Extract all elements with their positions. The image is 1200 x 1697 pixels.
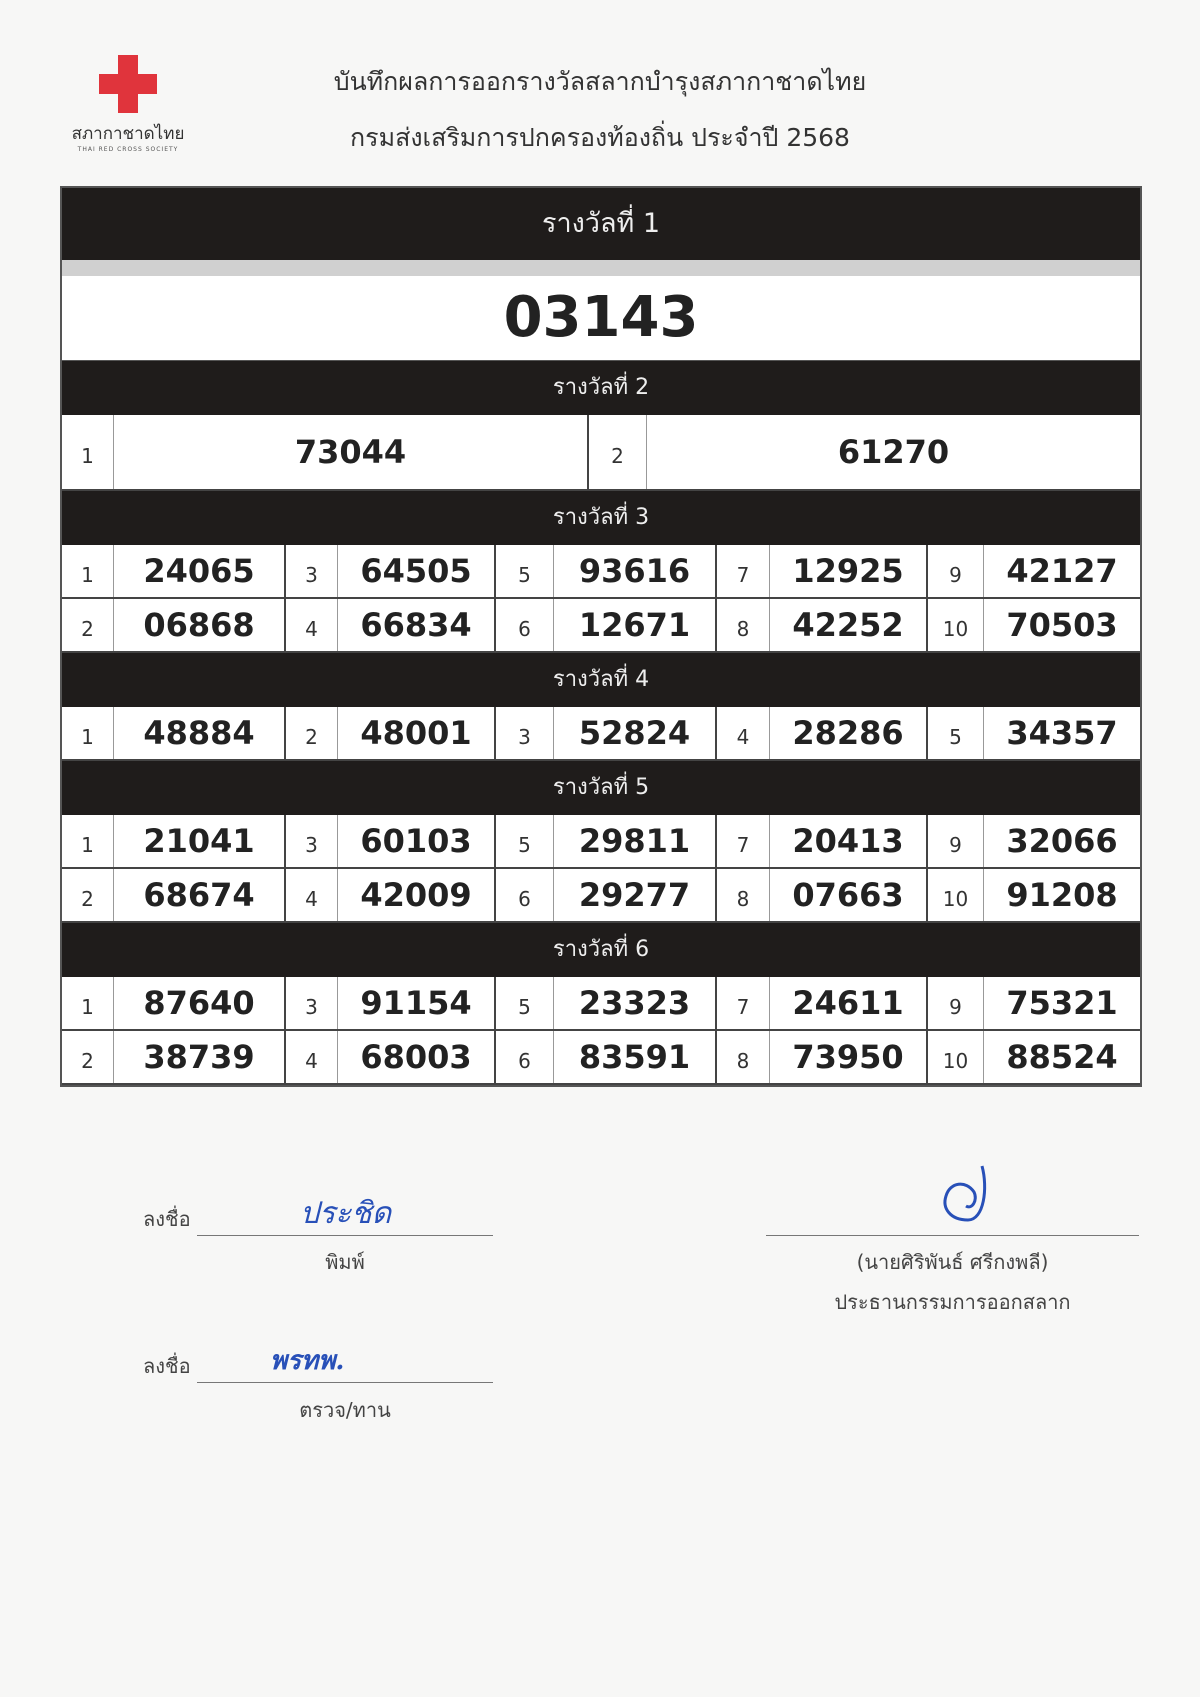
prize5-header: รางวัลที่ 5 [62, 761, 1140, 815]
prize-number: 75321 [1006, 984, 1118, 1022]
prize-index: 7 [717, 545, 770, 597]
prize-index: 9 [928, 545, 984, 597]
prize-index: 10 [928, 1031, 984, 1083]
prize-index: 5 [928, 707, 984, 759]
prize-index: 5 [496, 977, 554, 1029]
prize-number: 23323 [554, 977, 717, 1029]
prize-index: 6 [496, 869, 554, 921]
prize-number: 73950 [770, 1031, 928, 1083]
prize-number: 93616 [554, 545, 717, 597]
prize-index: 5 [496, 545, 554, 597]
prize-number: 83591 [554, 1031, 717, 1083]
prize-index: 2 [62, 599, 114, 651]
sign-label: ลงชื่อ [143, 1207, 191, 1231]
prize-number: 20413 [770, 815, 928, 867]
prize-index: 6 [496, 599, 554, 651]
results-table [60, 186, 1142, 1087]
prize-index: 9 [928, 815, 984, 867]
prize-index: 10 [928, 869, 984, 921]
logo-name-en: THAI RED CROSS SOCIETY [77, 146, 179, 153]
prize-index: 4 [286, 599, 338, 651]
checker-role: ตรวจ/ทาน [299, 1398, 391, 1422]
prize-number: 68674 [114, 869, 286, 921]
prize-number: 38739 [114, 1031, 286, 1083]
prize-number: 91208 [1006, 876, 1118, 914]
prize-index: 3 [286, 977, 338, 1029]
prize-number: 24611 [770, 977, 928, 1029]
prize-number: 87640 [114, 977, 286, 1029]
chair-name: (นายศิริพันธ์ ศรีกงพลี) [856, 1250, 1049, 1274]
prize-number: 61270 [837, 433, 950, 471]
prize-index: 9 [928, 977, 984, 1029]
prize-index: 2 [62, 869, 114, 921]
prize-number: 07663 [770, 869, 928, 921]
prize-index: 1 [62, 707, 114, 759]
prize-number: 24065 [114, 545, 286, 597]
prize-index: 2 [62, 1031, 114, 1083]
prize2-row [62, 415, 1140, 491]
prize-index: 8 [717, 1031, 770, 1083]
document-title: บันทึกผลการออกรางวัลสลากบำรุงสภากาชาดไทย [333, 67, 867, 96]
prize-number: 28286 [770, 707, 928, 759]
typist-signature: ประชิด [300, 1196, 392, 1231]
prize-index: 3 [286, 815, 338, 867]
prize-number: 42127 [1006, 552, 1118, 590]
signature-line [197, 1235, 493, 1236]
prize3-row [62, 599, 1140, 653]
prize-index: 7 [717, 815, 770, 867]
logo-name-th: สภากาชาดไทย [71, 124, 185, 144]
prize-index: 4 [286, 869, 338, 921]
prize-number: 91154 [338, 977, 496, 1029]
typist-role: พิมพ์ [325, 1250, 365, 1274]
prize-number: 52824 [554, 707, 717, 759]
sign-label: ลงชื่อ [143, 1354, 191, 1378]
prize4-row [62, 707, 1140, 761]
divider [62, 260, 1140, 276]
prize-number: 32066 [1006, 822, 1118, 860]
prize6-header: รางวัลที่ 6 [62, 923, 1140, 977]
prize-index: 2 [286, 707, 338, 759]
prize-index: 1 [62, 545, 114, 597]
red-cross-logo-icon-bar [99, 74, 157, 94]
prize5-row [62, 815, 1140, 869]
prize-number: 68003 [338, 1031, 496, 1083]
prize-index: 6 [496, 1031, 554, 1083]
prize-number: 88524 [1006, 1038, 1118, 1076]
prize-number: 64505 [338, 545, 496, 597]
prize-index: 3 [496, 707, 554, 759]
prize-number: 21041 [114, 815, 286, 867]
prize-number: 42009 [338, 869, 496, 921]
prize6-row [62, 1031, 1140, 1085]
prize-number: 29277 [554, 869, 717, 921]
signature-line [197, 1382, 493, 1383]
prize-index: 1 [62, 815, 114, 867]
prize3-row [62, 545, 1140, 599]
prize-index: 8 [717, 599, 770, 651]
prize3-header: รางวัลที่ 3 [62, 491, 1140, 545]
prize-number: 34357 [1006, 714, 1118, 752]
prize-index: 1 [62, 977, 114, 1029]
prize1-number: 03143 [62, 276, 1140, 361]
prize5-row [62, 869, 1140, 923]
prize1-header: รางวัลที่ 1 [62, 188, 1140, 260]
checker-signature: พรทพ. [270, 1346, 345, 1376]
prize-number: 70503 [1006, 606, 1118, 644]
prize-number: 12671 [554, 599, 717, 651]
prize-index: 5 [496, 815, 554, 867]
chair-role: ประธานกรรมการออกสลาก [834, 1290, 1071, 1314]
prize-index: 2 [589, 415, 647, 489]
prize-number: 48001 [338, 707, 496, 759]
prize-index: 1 [62, 415, 114, 489]
signature-line [766, 1235, 1139, 1236]
prize4-header: รางวัลที่ 4 [62, 653, 1140, 707]
prize-number: 06868 [114, 599, 286, 651]
prize2-header: รางวัลที่ 2 [62, 361, 1140, 415]
document-subtitle: กรมส่งเสริมการปกครองท้องถิ่น ประจำปี 2568 [350, 123, 850, 152]
prize-index: 4 [286, 1031, 338, 1083]
prize-number: 48884 [114, 707, 286, 759]
prize-number: 66834 [338, 599, 496, 651]
chair-signature [932, 1158, 1002, 1228]
prize-number: 12925 [770, 545, 928, 597]
prize-index: 10 [928, 599, 984, 651]
prize-number: 29811 [554, 815, 717, 867]
prize-index: 7 [717, 977, 770, 1029]
prize-number: 60103 [338, 815, 496, 867]
prize6-row [62, 977, 1140, 1031]
prize-index: 8 [717, 869, 770, 921]
prize-index: 4 [717, 707, 770, 759]
prize-number: 73044 [114, 415, 589, 489]
prize-index: 3 [286, 545, 338, 597]
prize-number: 42252 [770, 599, 928, 651]
